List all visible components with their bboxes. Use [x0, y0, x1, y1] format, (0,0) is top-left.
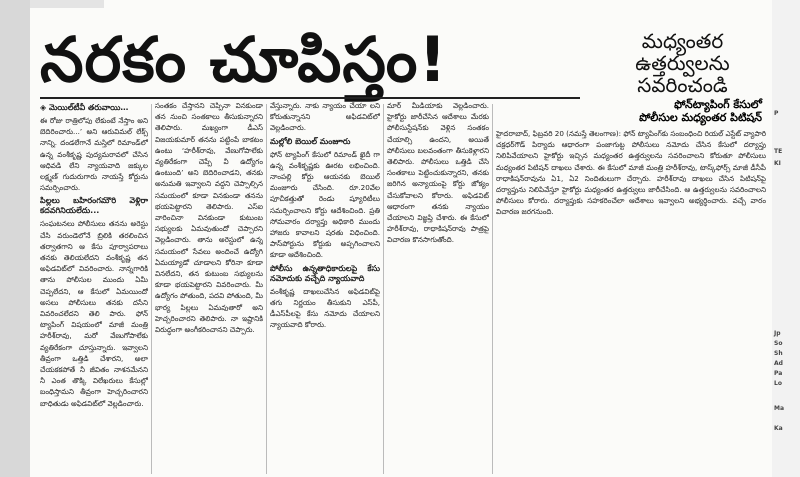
column-divider [492, 104, 493, 474]
clipping-tab [30, 0, 104, 8]
paragraph: ఈ రోజు రాత్రిలోపు లేకుంటే నేస్తాం అని బెదిరించారు...’ అని ఆరువిమల్‌ లేక్స్ నాన్ని. దండలేగానే మస్తిలో రిమాండ్‌లో ఉన్న వంశీకృష్ణ పుద్యమరావలో చేసిన ఆధివడి లేని న్యాయవాది జక్కుల లక్ష్మణ్ గుదురుగారు నాయస్తే కోర్టును సమర్పించారు. [40, 116, 148, 193]
article-column [40, 100, 148, 474]
deck-line: సవరించండి [637, 73, 728, 97]
subhead-line: ఫోన్‌ట్యాపింగ్ కేసులో [674, 98, 762, 111]
edge-fragment: P [774, 110, 779, 117]
paragraph: వేస్తున్నారు. నాకు న్యాయం చేయా లని కోరుతున్నానని అఫిడవిట్‌లో వెల్లడించారు. [270, 101, 380, 133]
edge-fragment: Sh [774, 350, 783, 357]
section-heading: పోలీసు ఉన్నతాధికారులపై కేసు నమోదుకు వచ్చేది న్యాయవాది [270, 263, 380, 283]
article-column [270, 100, 380, 474]
edge-fragment: Ma [774, 405, 785, 412]
edge-fragment: Ka [774, 425, 783, 432]
column-divider [266, 104, 267, 474]
edge-fragment: Ad [774, 360, 783, 367]
edge-fragment: TE [774, 148, 783, 155]
subhead-line: పోలీసుల మధ్యంతర పిటిషన్ [639, 111, 762, 124]
article-column [387, 100, 489, 474]
edge-fragment: Lo [774, 380, 782, 387]
edge-fragment: Pa [774, 370, 783, 377]
section-heading: మల్లోలి బెయిల్ మంజూరు [270, 136, 351, 146]
paragraph: హైదరాబాద్‌, ఫిబ్రవరి 20 (నమస్తే తెలంగాణ): ఫోన్‌ ట్యాపింగ్‌కు సంబంధించి రియల్‌ ఎస్టేట్ వ్యాపారి చక్రధర్‌గౌడ్ పిర్యాదు ఆధారంగా పంజాగుట్ట పోలీసులు నమోదు చేసిన కేసులో దర్యాప్తు నిలిపివేయాలని హైకోర్టు ఇచ్చిన మధ్యంతర ఉత్తర్వులను సవరించాలని కోరుతూ పోలీసులు మధ్యంతర పిటిషన్ దాఖలు చేశారు. ఈ కేసులో మాజీ మంత్రి హరీశ్‌రావు, టాస్క్‌ఫోర్స్‌ మాజీ డీసీపీ రాధాకిషన్‌రావును ఏ1, ఏ2 నిందితులుగా చేర్చారు. హరీశ్‌రావు దాఖలు చేసిన పిటిషన్‌పై దర్యాప్తును నిలిపివేస్తూ హైకోర్టు మధ్యంతర ఉత్తర్వులు జారీచేసింది. ఆ ఉత్తర్వులను సవరించాలని పోలీసులు కోరారు. దర్యాప్తుకు సహకరించేలా ఆదేశాలు ఇవ్వాలని అభ్యర్థించారు. వచ్చే వారం విచారణ జరగనుంది. [496, 129, 766, 217]
edge-fragment: Jp [774, 330, 781, 337]
paragraph: ఫోన్ ట్యాపింగ్ కేసులో రిమాండ్‌ ఖైదీ గా ఉన్న వంశీకృష్ణకు ఊరట లభించింది. నాంపల్లి కోర్టు ఆయనకు బెయిల్ మంజూరు చేసింది. రూ.20వేల పూచీకత్తుతో రెండు ష్యూరిటీలు సమర్పించాలని కోర్టు ఆదేశించింది. ప్రతి సోమవారం దర్యాప్తు అధికారి ముందు హాజరు కావాలని షరతు విధించింది. పాస్‌పోర్టును కోర్టుకు అప్పగించాలని కూడా ఆదేశించింది. [270, 149, 380, 260]
subheadline [590, 98, 762, 124]
edge-fragment: KI [774, 160, 781, 167]
column-divider [383, 104, 384, 474]
column-divider [151, 104, 152, 474]
edge-fragment: So [774, 340, 783, 347]
section-heading: ◈ మెయిల్‌టీవీ తరువాయి… [40, 103, 129, 112]
headline-rule [40, 97, 580, 99]
adjacent-page-edge [772, 0, 800, 477]
paragraph: వంశీకృష్ణ దాఖలుచేసిన అఫిడవిట్‌పై తగు నిర్ణయం తీసుకుని ఎస్‌పీ, డీఎస్‌పీలపై కేసు నమోదు చేయాలని న్యాయవాది కోరారు. [270, 286, 380, 330]
article-column [155, 100, 263, 474]
deck-line: మధ్యంతర [641, 29, 724, 53]
paragraph: మార్ మీడియాకు వెల్లడించారు. హైకోర్టు జారీచేసిన ఆదేశాలు మేరకు పోలీసుస్టేషన్‌కు వెళ్లిన సంతకం చేయాల్సి ఉందని, అయితే పోలీసులు బలవంతంగా తీసుకెళ్లారని తెలిపారు. పోలీసులు ఒత్తిడి చేసి సంతకాలు పెట్టించుకున్నారని, తనకు జరిగిన అన్యాయంపై కోర్టు జోక్యం చేసుకోవాలని కోరారు. అఫిడవిట్‌ ఆధారంగా తనకు న్యాయం చేయాలని విజ్ఞప్తి చేశారు. ఈ కేసులో హరీశ్‌రావు, రాధాకిషన్‌రావు పాత్రపై విచారణ కొనసాగుతోంది. [387, 101, 489, 245]
deck-line: ఉత్తర్వులను [635, 51, 730, 75]
paragraph: సంఘటనలు పోలీసులు తనను అరెస్టు చేసి వరుండెలోనే బ్రిలికి తరలించిన తర్వాతగాని ఆ కేసు పూర్వాపరాలు తనకు తెలియలేదని వంశీకృష్ణ తన అఫిడవిట్‌లో వివరించారు. నాన్నగారికి తాను పోలీసుల ముందు ఏమీ చెప్పలేదని, ఆ కేసులో ఏమయిందో అసలు పోలీసులు తనకు దసేని వివరించలేదని తెలి పారు. ఫోన్ ట్యాపింగ్ విషయంలో మాజీ మంత్రి హరీశ్‌రావు, మరో వేణుగోపాలేకు వ్యతిరేకంగా చూస్తున్నారు. ఇవ్వాలని తీవ్రంగా ఒత్తిడి చేశారని, అలా చేయకకపోతే నీ జీవితం నాశనమేనని నీ ఎంత తొక్కి విలేఖరులు కేసుల్లో బంధిస్తామని తీవ్రంగా హెచ్చరించారని బాధితుడు అఫిడవిట్‌లో వెల్లడించారు. [40, 219, 148, 408]
headline: నరకం చూపిస్తం! [40, 23, 448, 96]
deck [595, 30, 770, 96]
paragraph: సంతకం చేస్తానని చెప్పినా వినకుండా తన నుంచి సంతకాలు తీసుకున్నారని తెలిపారు. మఖ్యంగా డీఎస్‌ విజయకుమార్‌ తనను పట్టింపే బాకటం ఉంటు ‘హరీశ్‌రావు, వేణుగోపాలేకు వ్యతిరేకంగా చెప్పే వీ ఉద్యోగం ఉంటుంది’ అని బెదిరించాడని, తనకు అనుమతి ఇవ్వాలని వద్దని చెప్పాల్సిన సమయంలో కూడా వినకుండా తనను భయపెట్టారని తెలిపారు. ఎస్‌ఐ వారించినా వినకుండా కుటుంబ సభ్యులకు ఏమవుతుందో చెప్పారని వెల్లడించారు. తాను అరెస్టులో ఉన్న సమయంలో సేవలు అందించే ఉద్యోగి ఏమయ్యాడో చూడాలని కోరినా కూడా వినలేదని, తన కుటుంబ సభ్యులను కూడా భయపెట్టారని వివరించారు. మీ ఉద్యోగం పోతుంది, పదవి పోతుంది, మీ భార్య పిల్లలు ఏమవుతారో అని హెచ్చరించారని తెలిపారు. నా ఇష్టానికి విరుద్ధంగా అంగీకరించానని చెప్పారు. [155, 101, 263, 335]
article-column [496, 128, 766, 474]
section-heading: పిల్లలు బహిరంగమౌరి వెళ్లిరా కదవగినియలేదు... [40, 196, 148, 216]
